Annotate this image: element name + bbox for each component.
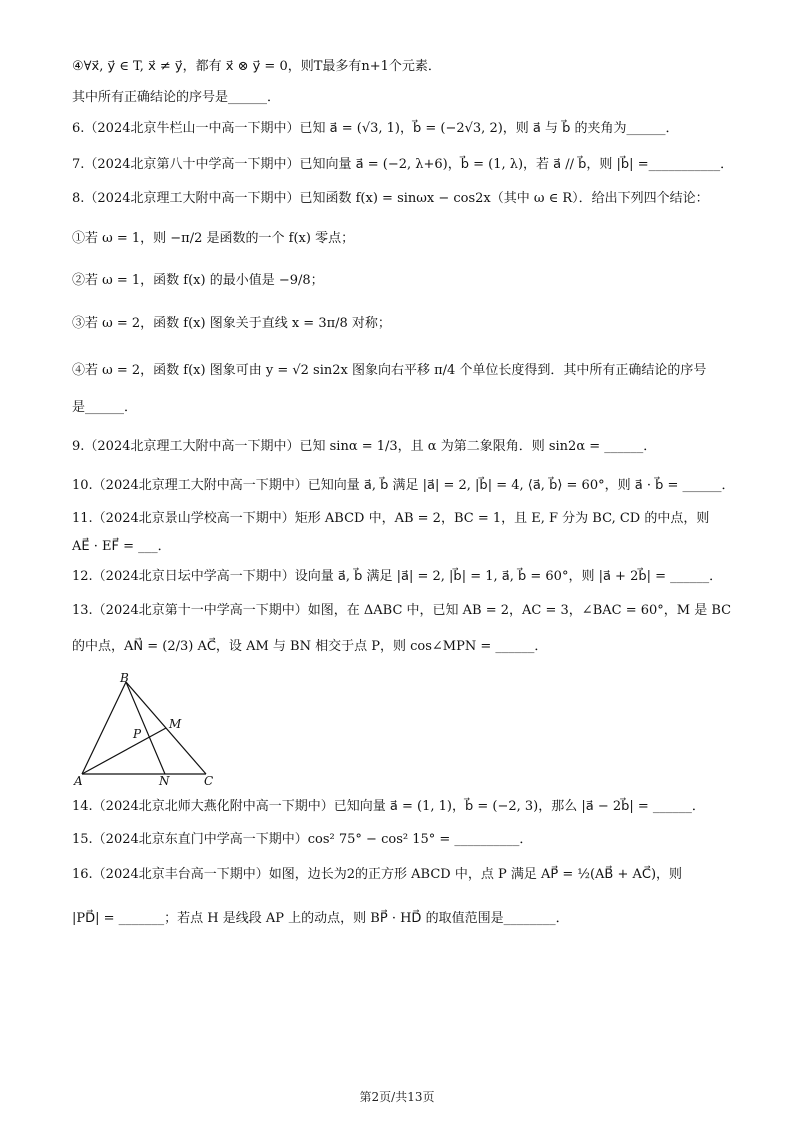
text-line: 其中所有正确结论的序号是______． [72,90,281,105]
text-line: 是______． [72,400,138,415]
question-15: 15.（2024北京东直门中学高一下期中）cos² 75° − cos² 15° = __________． [72,832,533,847]
statement-4: ④若 ω = 2，函数 f(x) 图象可由 y = √2 sin2x 图象向右平移 π/4 个单位长度得到．其中所有正确结论的序号 [72,363,707,378]
segment-bn [126,682,165,774]
text-line: 的中点，AN⃗ = (2/3) AC⃗，设 AM 与 BN 相交于点 P，则 cos∠MPN = ______． [72,639,548,654]
text-line: AE⃗ · EF⃗ = ___． [72,539,171,554]
question-8: 8.（2024北京理工大附中高一下期中）已知函数 f(x) = sinωx − cos2x（其中 ω ∈ R）．给出下列四个结论： [72,191,709,206]
statement-2: ②若 ω = 1，函数 f(x) 的最小值是 −9/8； [72,273,324,288]
page-footer: 第2页/共13页 [359,1090,435,1104]
question-6: 6.（2024北京牛栏山一中高一下期中）已知 a⃗ = (√3, 1)，b⃗ = (−2√3, 2)，则 a⃗ 与 b⃗ 的夹角为______． [72,121,679,136]
segment-am [82,728,166,774]
question-12: 12.（2024北京日坛中学高一下期中）设向量 a⃗, b⃗ 满足 |a⃗| = 2, |b⃗| = 1, a⃗, b⃗ = 60°，则 |a⃗ + 2b⃗| = ______． [72,569,723,584]
question-13: 13.（2024北京第十一中学高一下期中）如图，在 ΔABC 中，已知 AB = 2，AC = 3，∠BAC = 60°，M 是 BC [72,603,732,618]
question-16: 16.（2024北京丰台高一下期中）如图，边长为2的正方形 ABCD 中，点 P 满足 AP⃗ = ½(AB⃗ + AC⃗)，则 [72,867,683,882]
label-n: N [159,774,170,788]
label-c: C [204,774,214,788]
label-m: M [169,717,182,731]
question-9: 9.（2024北京理工大附中高一下期中）已知 sinα = 1/3，且 α 为第二象限角．则 sin2α = ______． [72,439,657,454]
segment-ab [82,682,126,774]
label-p: P [133,727,142,741]
question-11: 11.（2024北京景山学校高一下期中）矩形 ABCD 中，AB = 2，BC = 1，且 E, F 分为 BC, CD 的中点，则 [72,511,710,526]
text-line: ④∀x⃗, y⃗ ∈ T, x⃗ ≠ y⃗，都有 x⃗ ⊗ y⃗ = 0，则T最多有n+1个元素． [72,59,441,74]
question-14: 14.（2024北京北师大燕化附中高一下期中）已知向量 a⃗ = (1, 1)，b⃗ = (−2, 3)，那么 |a⃗ − 2b⃗| = ______． [72,799,705,814]
statement-1: ①若 ω = 1，则 −π/2 是函数的一个 f(x) 零点； [72,231,355,246]
label-a: A [74,774,83,788]
question-10: 10.（2024北京理工大附中高一下期中）已知向量 a⃗, b⃗ 满足 |a⃗| = 2, |b⃗| = 4, ⟨a⃗, b⃗⟩ = 60°，则 a⃗ · b⃗ = ______． [72,478,735,493]
statement-3: ③若 ω = 2，函数 f(x) 图象关于直线 x = 3π/8 对称； [72,316,391,331]
label-b: B [120,671,129,685]
question-7: 7.（2024北京第八十中学高一下期中）已知向量 a⃗ = (−2, λ+6)，b⃗ = (1, λ)，若 a⃗ // b⃗，则 |b⃗| =___________． [72,157,734,172]
text-line: |PD⃗| = _______；若点 H 是线段 AP 上的动点，则 BP⃗ · HD⃗ 的取值范围是________． [72,911,569,926]
triangle-figure [70,668,230,788]
